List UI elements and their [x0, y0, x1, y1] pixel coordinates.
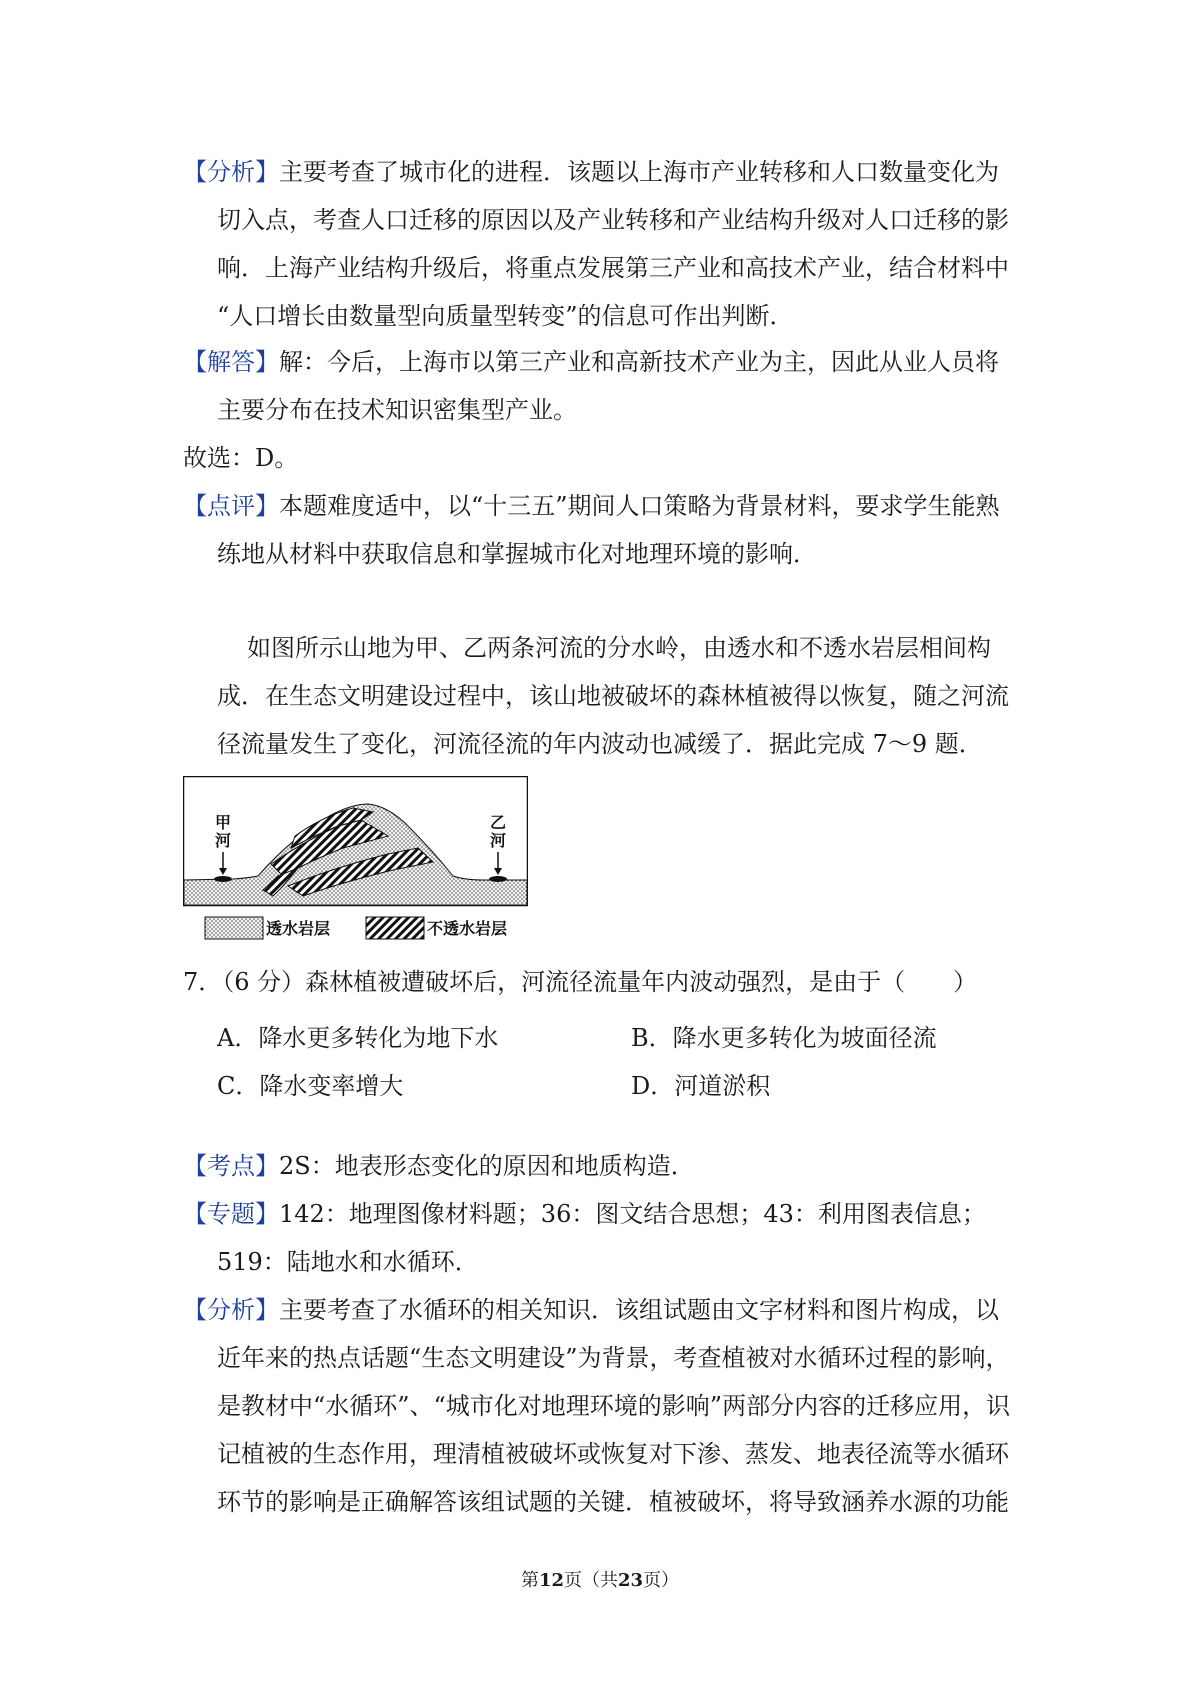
zhuanti-line: 142：地理图像材料题；36：图文结合思想；43：利用图表信息；	[279, 1200, 986, 1228]
zhuanti-tag: 【专题】	[183, 1200, 279, 1228]
intro-line: 成．在生态文明建设过程中，该山地被破坏的森林植被得以恢复，随之河流	[217, 682, 1009, 710]
river-jia-channel	[214, 876, 232, 882]
option-d[interactable]: D．河道淤积	[631, 1072, 771, 1100]
choice-line	[183, 434, 1023, 482]
zhuanti-paragraph	[183, 1190, 1023, 1286]
analysis-line: “人口增长由数量型向质量型转变”的信息可作出判断．	[217, 302, 794, 330]
footer-total-pages: 23	[618, 1570, 644, 1591]
answer-line: 解：今后，上海市以第三产业和高新技术产业为主，因此从业人员将	[279, 348, 999, 376]
river-yi-label-char1: 乙	[489, 813, 507, 832]
intro-paragraph	[217, 624, 1027, 768]
analysis-tag: 【分析】	[183, 158, 279, 186]
kaodian-paragraph	[183, 1142, 1023, 1190]
legend-impermeable-label: 不透水岩层	[427, 919, 508, 938]
river-yi-channel	[489, 876, 507, 882]
analysis-line: 是教材中“水循环”、“城市化对地理环境的影响”两部分内容的迁移应用，识	[217, 1392, 1011, 1420]
kaodian-line: 2S：地表形态变化的原因和地质构造．	[279, 1152, 695, 1180]
comment-line: 练地从材料中获取信息和掌握城市化对地理环境的影响．	[217, 540, 817, 568]
legend-permeable-swatch	[205, 917, 263, 939]
answer-tag: 【解答】	[183, 348, 279, 376]
page-footer	[0, 1566, 1200, 1592]
analysis-paragraph-2	[183, 1286, 1023, 1526]
river-jia-label-char1: 甲	[214, 813, 232, 832]
comment-tag: 【点评】	[183, 492, 279, 520]
analysis-paragraph-1	[183, 148, 1023, 340]
kaodian-tag: 【考点】	[183, 1152, 279, 1180]
question-7-stem: 7．（6 分）森林植被遭破坏后，河流径流量年内波动强烈，是由于（ ）	[183, 968, 978, 996]
analysis-line: 记植被的生态作用，理清植被破坏或恢复对下渗、蒸发、地表径流等水循环	[217, 1440, 1009, 1468]
watershed-diagram	[183, 776, 528, 946]
answer-paragraph	[183, 338, 1023, 434]
footer-middle: 页（共	[564, 1570, 618, 1591]
answer-line: 主要分布在技术知识密集型产业。	[217, 396, 577, 424]
river-jia-label-char2: 河	[214, 831, 232, 850]
legend-permeable-label: 透水岩层	[266, 919, 331, 938]
river-yi-label-char2: 河	[489, 831, 507, 850]
footer-page-number: 12	[538, 1570, 564, 1591]
choice-text: 故选：D。	[183, 444, 299, 472]
analysis-line: 近年来的热点话题“生态文明建设”为背景，考查植被对水循环过程的影响，	[217, 1344, 1010, 1372]
analysis-line: 环节的影响是正确解答该组试题的关键．植被破坏，将导致涵养水源的功能	[217, 1488, 1009, 1516]
analysis-tag: 【分析】	[183, 1296, 279, 1324]
comment-paragraph	[183, 482, 1023, 578]
option-b[interactable]: B．降水更多转化为坡面径流	[631, 1024, 937, 1052]
footer-prefix: 第	[520, 1570, 539, 1591]
comment-line: 本题难度适中，以“十三五”期间人口策略为背景材料，要求学生能熟	[279, 492, 1000, 520]
legend-impermeable-swatch	[366, 917, 424, 939]
footer-suffix: 页）	[643, 1570, 680, 1591]
zhuanti-line: 519：陆地水和水循环．	[217, 1248, 479, 1276]
analysis-line: 主要考查了水循环的相关知识．该组试题由文字材料和图片构成，以	[279, 1296, 999, 1324]
intro-line: 如图所示山地为甲、乙两条河流的分水岭，由透水和不透水岩层相间构	[247, 634, 991, 662]
option-c[interactable]: C．降水变率增大	[217, 1072, 404, 1100]
intro-line: 径流量发生了变化，河流径流的年内波动也减缓了．据此完成 7～9 题．	[217, 730, 983, 758]
option-a[interactable]: A．降水更多转化为地下水	[217, 1024, 499, 1052]
analysis-line: 主要考查了城市化的进程．该题以上海市产业转移和人口数量变化为	[279, 158, 999, 186]
analysis-line: 切入点，考查人口迁移的原因以及产业转移和产业结构升级对人口迁移的影	[217, 206, 1009, 234]
analysis-line: 响．上海产业结构升级后，将重点发展第三产业和高技术产业，结合材料中	[217, 254, 1009, 282]
